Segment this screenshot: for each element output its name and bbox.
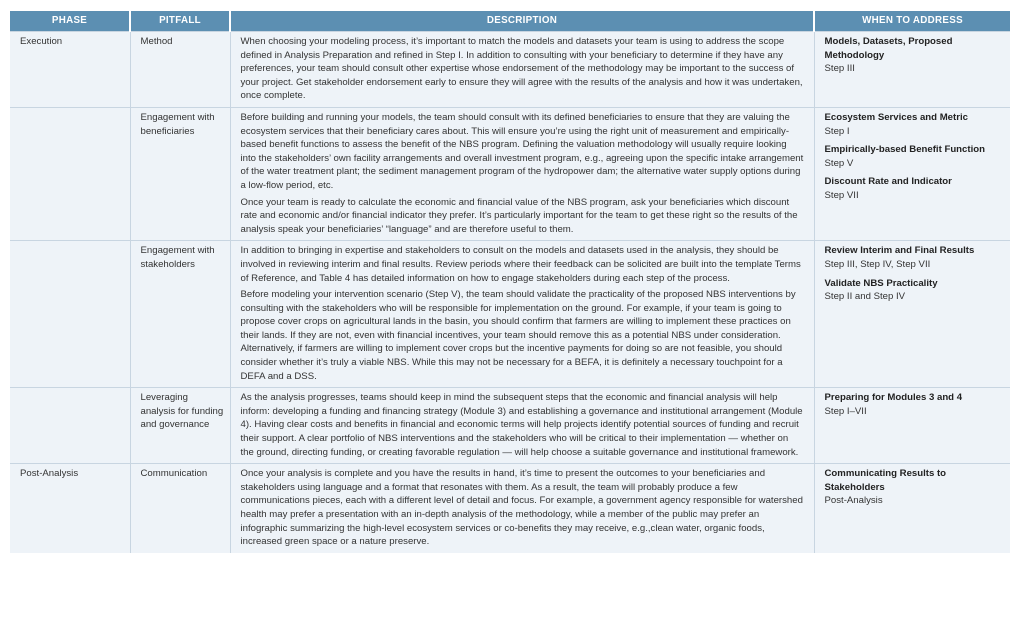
when-to-address-title: Communicating Results to Stakeholders <box>824 468 947 493</box>
pitfall-cell: Communication <box>130 464 230 553</box>
description-cell <box>230 241 814 388</box>
when-to-address-step: Step III <box>824 63 855 75</box>
when-to-address-step: Step VII <box>824 189 859 201</box>
table-body <box>10 32 1010 553</box>
pitfall-cell: Engagement with stakeholders <box>130 241 230 388</box>
when-to-address-item <box>825 277 1001 304</box>
when-to-address-item <box>825 244 1001 271</box>
description-paragraph: Before building and running your models, the team should consult with its defined beneficiaries to ensure that they are valuing the ecosystem services that their beneficiary cares about. This will ensure you’re using the right unit of measurement and empirically-based benefit functions to assess the benefit of the NBS program. Defining the valuation methodology will usually require looking into the stakeholders’ own facility arrangements and overall investment program, e.g., agreeing upon the specific intake arrangement of the water treatment plant; the sediment management program of the hydropower dam; the alternative water supply options during a low-flow period, etc. <box>240 111 804 191</box>
description-cell <box>230 464 814 553</box>
description-paragraph: When choosing your modeling process, it’s important to match the models and datasets your team is using to address the scope defined in Analysis Preparation and refined in Step I. In addition to consulting with your beneficiary to determine if they have any preferences, your team should consult other expertise whose endorsement of the methodology may be important to the success of your project. Get stakeholder endorsement early to ensure they will agree with the results of the analysis and how it was undertaken, once complete. <box>240 36 803 102</box>
when-to-address-title: Models, Datasets, Proposed Methodology <box>824 36 953 61</box>
pitfalls-table-container <box>10 11 1010 553</box>
description-paragraph: Once your analysis is complete and you have the results in hand, it’s time to present the outcomes to your beneficiaries and stakeholders using language and a format that resonates with them. As a result, the team will probably produce a few communications pieces, each with a different level of detail and focus. For example, a government agency responsible for watershed health may prefer a presentation with an in-depth analysis of the methodology, while a member of the public may prefer an infographic summarizing the high-level ecosystem services or co-benefits they may receive, e.g.,clean water, organic foods, increased green space or a nature preserve. <box>240 468 803 548</box>
pitfalls-table <box>10 11 1010 553</box>
table-row <box>10 32 1010 108</box>
when-to-address-title: Preparing for Modules 3 and 4 <box>824 392 963 404</box>
table-header <box>10 11 1010 32</box>
description-paragraph: Once your team is ready to calculate the economic and financial value of the NBS program, ask your beneficiaries which discount rate and economic and/or financial indicator they prefer. It’s particularly important for the team to get these right so the results of the analysis speak your beneficiaries’ “language” and are therefore useful to them. <box>240 196 798 235</box>
when-to-address-item <box>825 35 1001 76</box>
table-row <box>10 107 1010 240</box>
when-to-address-item <box>825 143 1001 170</box>
description-paragraph: Before modeling your intervention scenario (Step V), the team should validate the practicality of the proposed NBS interventions by consulting with the stakeholders who will be responsible for implementation on the ground. For example, if your team is going to propose cover crops on agricultural lands in the basin, you should confirm that farmers are willing to implement these practices on their lands. If they are not, even with financial incentives, your team should remove this as a potential NBS under consideration. Alternatively, if farmers are willing to implement cover crops but the incentive payments for doing so are not feasible, you should consider whether it’s truly a viable NBS. While this may not be necessary for a BEFA, it is definitely a necessary touchpoint for a DEFA and a DSS. <box>240 289 796 382</box>
when-to-address-step: Post-Analysis <box>824 495 883 507</box>
when-to-address-cell <box>814 107 1010 240</box>
when-to-address-title: Ecosystem Services and Metric <box>824 111 968 123</box>
phase-cell <box>10 107 130 240</box>
when-to-address-title: Review Interim and Final Results <box>824 245 975 257</box>
when-to-address-cell <box>814 32 1010 108</box>
description-cell <box>230 388 814 464</box>
when-to-address-item <box>825 391 1001 418</box>
table-row <box>10 388 1010 464</box>
when-to-address-cell <box>814 464 1010 553</box>
when-to-address-cell <box>814 388 1010 464</box>
header-description: DESCRIPTION <box>230 11 814 32</box>
when-to-address-cell <box>814 241 1010 388</box>
pitfall-cell: Leveraging analysis for funding and governance <box>130 388 230 464</box>
header-phase: PHASE <box>10 11 130 32</box>
phase-cell: Post-Analysis <box>10 464 130 553</box>
pitfall-cell: Engagement with beneficiaries <box>130 107 230 240</box>
when-to-address-item <box>825 175 1001 202</box>
when-to-address-step: Step III, Step IV, Step VII <box>824 258 931 270</box>
when-to-address-step: Step II and Step IV <box>824 291 906 303</box>
when-to-address-step: Step V <box>824 157 854 169</box>
when-to-address-title: Discount Rate and Indicator <box>824 176 952 188</box>
when-to-address-title: Empirically-based Benefit Function <box>824 144 985 156</box>
when-to-address-step: Step I <box>824 125 850 137</box>
when-to-address-item <box>825 111 1001 138</box>
when-to-address-item <box>825 467 1001 508</box>
phase-cell: Execution <box>10 32 130 108</box>
description-cell <box>230 107 814 240</box>
header-pitfall: PITFALL <box>130 11 230 32</box>
description-paragraph: As the analysis progresses, teams should keep in mind the subsequent steps that the economic and financial analysis will help inform: developing a funding and financing strategy (Module 3) and establishing a governance and institutional arrangement (Module 4). Having clear costs and benefits in financial and economic terms will help projects identify potential sources of funding and recruit their support. A clear portfolio of NBS interventions and the stakeholders who will be critical to their implementation — whether on the ground, directing funding, or creating favorable regulation — will help choose a suitable governance and institutional framework. <box>240 392 803 458</box>
description-paragraph: In addition to bringing in expertise and stakeholders to consult on the models and datasets used in the analysis, they should be involved in reviewing interim and final results. Review periods where their feedback can be solicited are built into the template Terms of Reference, and Table 4 has detailed information on how to engage stakeholders during each step of the process. <box>240 245 801 284</box>
table-row <box>10 241 1010 388</box>
description-cell <box>230 32 814 108</box>
pitfall-cell: Method <box>130 32 230 108</box>
when-to-address-title: Validate NBS Practicality <box>824 277 938 289</box>
header-when-to-address: WHEN TO ADDRESS <box>814 11 1010 32</box>
table-row <box>10 464 1010 553</box>
when-to-address-step: Step I–VII <box>824 405 867 417</box>
phase-cell <box>10 241 130 388</box>
phase-cell <box>10 388 130 464</box>
